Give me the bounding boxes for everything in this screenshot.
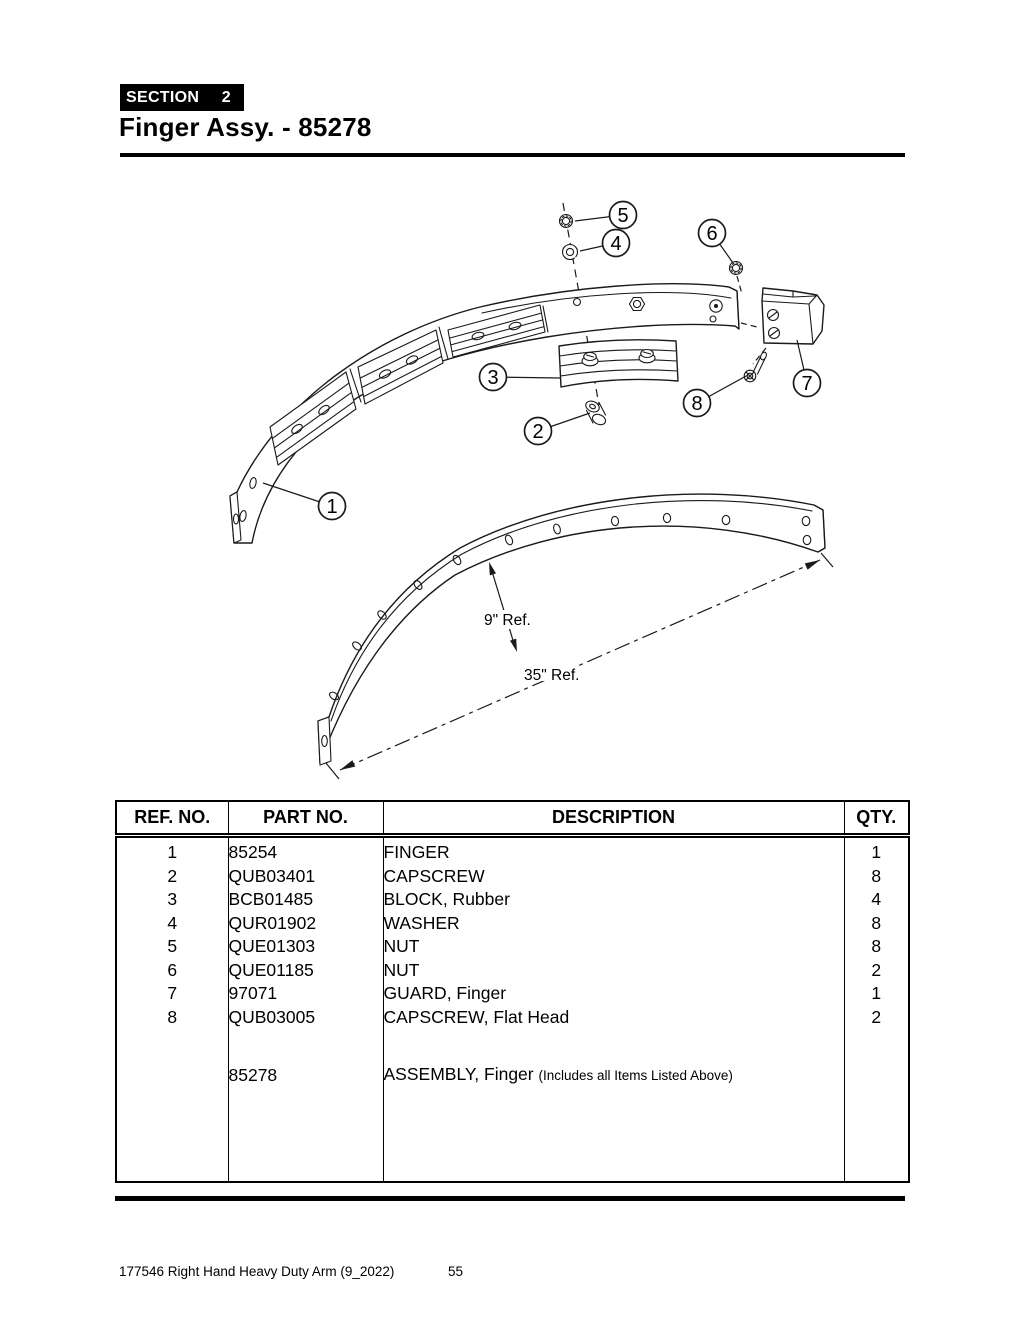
table-filler-row	[116, 1088, 909, 1182]
callout-5	[575, 202, 637, 229]
dimension-35-ref	[326, 553, 833, 779]
table-row: 7 97071 GUARD, Finger 1	[116, 982, 909, 1006]
table-row: 1 85254 FINGER 1	[116, 836, 909, 865]
table-row: 8 QUB03005 CAPSCREW, Flat Head 2	[116, 1006, 909, 1030]
dim-35-label: 35" Ref.	[524, 667, 580, 684]
finger-blade	[318, 494, 825, 765]
table-row: 6 QUE01185 NUT 2	[116, 959, 909, 983]
col-header-qty: QTY.	[844, 801, 909, 836]
section-label: SECTION	[126, 88, 200, 106]
callout-3	[480, 364, 561, 391]
callout-4	[580, 230, 630, 257]
dimension-9-ref	[489, 562, 517, 652]
nut-item6	[730, 262, 743, 275]
block-capscrew-head-2	[639, 350, 655, 363]
svg-text:6: 6	[706, 223, 718, 245]
callout-2	[525, 413, 591, 445]
callout-1	[263, 483, 346, 520]
dim-9-label: 9" Ref.	[484, 612, 531, 629]
flat-head-capscrew	[744, 351, 767, 382]
washer-item4	[563, 245, 581, 263]
footer-doc-ref: 177546 Right Hand Heavy Duty Arm (9_2022)	[119, 1264, 395, 1279]
installed-hex-nut	[630, 298, 645, 311]
rubber-block-exploded	[559, 340, 678, 387]
svg-text:4: 4	[610, 233, 622, 255]
table-row: 2 QUB03401 CAPSCREW 8	[116, 865, 909, 889]
col-header-ref-no: REF. NO.	[116, 801, 228, 836]
top-rule	[120, 153, 905, 157]
svg-text:2: 2	[532, 421, 544, 443]
col-header-description: DESCRIPTION	[383, 801, 844, 836]
svg-text:8: 8	[691, 393, 703, 415]
table-row: 5 QUE01303 NUT 8	[116, 935, 909, 959]
capscrew-exploded	[584, 399, 607, 427]
assembly-row	[116, 1063, 909, 1088]
callout-7	[794, 340, 821, 397]
nut-item5	[560, 215, 573, 228]
svg-text:5: 5	[617, 205, 629, 227]
section-badge	[120, 84, 244, 111]
bottom-rule	[115, 1196, 905, 1201]
col-header-part-no: PART NO.	[228, 801, 383, 836]
section-number: 2	[221, 88, 231, 106]
table-row: 3 BCB01485 BLOCK, Rubber 4	[116, 888, 909, 912]
table-row: 4 QUR01902 WASHER 8	[116, 912, 909, 936]
callout-8	[684, 375, 749, 417]
svg-text:7: 7	[801, 373, 813, 395]
parts-table	[115, 800, 910, 1183]
callout-6	[699, 220, 734, 264]
assembly-part-no: 85278	[228, 1063, 383, 1088]
rubber-block-installed-1	[270, 372, 356, 465]
svg-text:1: 1	[326, 496, 338, 518]
page-title: Finger Assy. - 85278	[119, 112, 372, 142]
table-spacer-row	[116, 1029, 909, 1063]
assembly-note: (Includes all Items Listed Above)	[538, 1068, 733, 1083]
svg-text:3: 3	[487, 367, 499, 389]
finger-guard	[762, 288, 824, 344]
table-header-row	[116, 801, 909, 836]
assembly-description: ASSEMBLY, Finger	[383, 1064, 534, 1084]
footer-page-number: 55	[448, 1264, 464, 1279]
block-capscrew-head-1	[582, 353, 598, 366]
